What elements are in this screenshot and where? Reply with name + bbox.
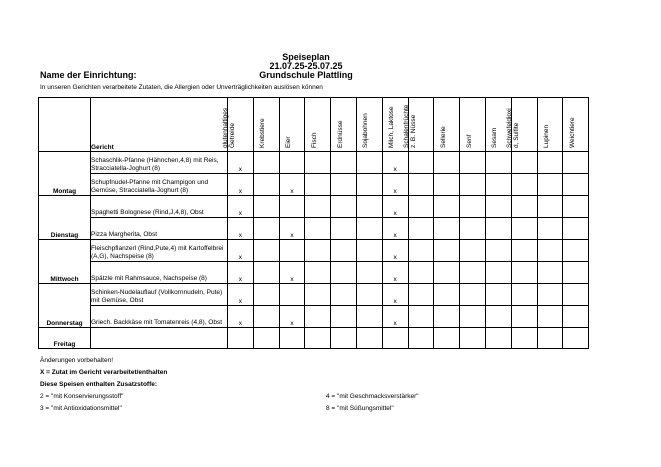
- allergen-cell: [434, 196, 460, 218]
- allergen-label: z. B. Nüsse: [409, 114, 417, 148]
- allergen-cell: [485, 152, 511, 174]
- date-range: 21.07.25-25.07.25: [269, 61, 343, 71]
- day-label: Mittwoch: [39, 240, 91, 284]
- allergen-header: [506, 98, 537, 152]
- allergen-cell: [408, 196, 434, 218]
- allergen-cell: x: [382, 174, 408, 196]
- dish-text: Schupfnudel-Pfanne mit Champigon und Gemüse, Stracciatella-Joghurt (8): [91, 174, 228, 196]
- allergen-cell: [485, 174, 511, 196]
- allergen-cell: [331, 152, 357, 174]
- allergen-cell: x: [382, 240, 408, 262]
- allergen-cell: [460, 218, 486, 240]
- allergen-cell: x: [228, 196, 254, 218]
- allergen-cell: [305, 262, 331, 284]
- allergen-cell: [434, 262, 460, 284]
- allergen-cell: [305, 284, 331, 306]
- allergen-header: [305, 98, 331, 152]
- allergen-cell: [408, 262, 434, 284]
- allergen-cell: [511, 284, 537, 306]
- allergen-cell: x: [382, 306, 408, 328]
- allergen-cell: [279, 240, 305, 262]
- allergen-cell: [537, 196, 563, 218]
- allergen-cell: [279, 196, 305, 218]
- allergen-cell: [537, 284, 563, 306]
- allergen-cell: [434, 152, 460, 174]
- additive-4: 4 = "mit Geschmacksverstärker": [326, 393, 419, 400]
- corner-cell: [39, 98, 91, 152]
- allergen-cell: [511, 306, 537, 328]
- allergen-cell: [408, 218, 434, 240]
- allergen-cell: [511, 218, 537, 240]
- allergen-cell: x: [382, 196, 408, 218]
- dish-text: Schaschlik-Pfanne (Hähnchen,4,8) mit Reis, Stracciatella-Joghurt (8): [91, 152, 228, 174]
- allergen-cell: [460, 306, 486, 328]
- allergen-label: Schalenfrüchte: [402, 104, 410, 148]
- dish-text: [91, 328, 228, 349]
- allergen-cell: [537, 306, 563, 328]
- allergen-cell: [485, 306, 511, 328]
- allergen-cell: [511, 152, 537, 174]
- additive-3: 3 = "mit Antioxidationsmittel": [40, 405, 122, 412]
- allergen-cell: x: [279, 306, 305, 328]
- allergen-label: Krebstiere: [259, 118, 267, 148]
- day-label: Dienstag: [39, 196, 91, 240]
- allergen-cell: [460, 174, 486, 196]
- allergen-cell: [331, 306, 357, 328]
- allergen-cell: [460, 284, 486, 306]
- allergen-label: Getreide: [229, 123, 237, 148]
- allergen-cell: [563, 174, 589, 196]
- allergen-cell: [563, 240, 589, 262]
- table-row: [39, 152, 589, 174]
- allergen-cell: [253, 262, 279, 284]
- day-label: Montag: [39, 152, 91, 196]
- allergen-label: Sesam: [491, 127, 499, 148]
- allergen-cell: [253, 196, 279, 218]
- dish-header: Gericht: [91, 98, 228, 152]
- allergen-cell: [434, 218, 460, 240]
- allergen-cell: [356, 152, 382, 174]
- allergen-cell: [305, 328, 331, 349]
- dish-text: Schinken-Nudelauflauf (Vollkornnudeln, Pute) mit Gemüse, Obst: [91, 284, 228, 306]
- allergen-cell: [305, 240, 331, 262]
- allergen-cell: [356, 174, 382, 196]
- allergen-cell: [563, 306, 589, 328]
- allergen-cell: [511, 240, 537, 262]
- allergen-cell: [563, 262, 589, 284]
- allergen-cell: [331, 196, 357, 218]
- allergen-header: [537, 98, 563, 152]
- allergen-cell: [537, 218, 563, 240]
- allergen-label: Weichtiere: [568, 117, 576, 148]
- allergen-cell: x: [382, 152, 408, 174]
- allergen-cell: x: [279, 174, 305, 196]
- allergen-cell: [460, 262, 486, 284]
- allergen-cell: [434, 240, 460, 262]
- allergen-cell: [434, 328, 460, 349]
- allergen-cell: [485, 328, 511, 349]
- allergen-cell: [356, 284, 382, 306]
- additive-2: 2 = "mit Konservierungsstoff": [40, 393, 124, 400]
- allergen-cell: [356, 328, 382, 349]
- allergen-label: Milch, Laktose: [388, 106, 396, 148]
- allergen-cell: [305, 306, 331, 328]
- menu-title: Speiseplan: [282, 52, 330, 62]
- allergen-label: Sellerie: [439, 126, 447, 148]
- allergen-header: [434, 98, 460, 152]
- allergen-label: Lupinen: [542, 124, 550, 148]
- allergen-note: In unseren Gerichten verarbeitete Zutaten, die Allergien oder Unverträglichkeiten auslösen können: [40, 84, 323, 91]
- allergen-label: Senf: [465, 134, 473, 148]
- allergen-cell: x: [228, 262, 254, 284]
- allergen-label: Eier: [284, 136, 292, 148]
- allergen-cell: [511, 174, 537, 196]
- allergen-cell: [356, 306, 382, 328]
- allergen-header: [563, 98, 589, 152]
- table-row: [39, 262, 589, 284]
- additive-8: 8 = "mit Süßungsmittel": [326, 405, 394, 412]
- allergen-cell: x: [382, 262, 408, 284]
- menu-table: [38, 97, 589, 349]
- allergen-cell: [253, 306, 279, 328]
- table-row: [39, 306, 589, 328]
- allergen-cell: [485, 284, 511, 306]
- allergen-cell: x: [228, 174, 254, 196]
- allergen-cell: [485, 196, 511, 218]
- allergen-cell: [331, 328, 357, 349]
- allergen-cell: [356, 262, 382, 284]
- allergen-cell: x: [228, 306, 254, 328]
- facility-label: Name der Einrichtung:: [40, 70, 137, 80]
- allergen-cell: [408, 152, 434, 174]
- allergen-cell: [331, 262, 357, 284]
- allergen-cell: x: [228, 152, 254, 174]
- allergen-cell: [331, 218, 357, 240]
- allergen-cell: [563, 196, 589, 218]
- allergen-cell: [563, 284, 589, 306]
- allergen-header: [279, 98, 305, 152]
- dish-text: Spaghetti Bolognese (Rind,J,4,8), Obst: [91, 196, 228, 218]
- allergen-cell: [408, 306, 434, 328]
- allergen-cell: [434, 174, 460, 196]
- allergen-label: Erdnüsse: [336, 120, 344, 148]
- allergen-cell: [356, 218, 382, 240]
- allergen-header: [331, 98, 357, 152]
- allergen-cell: [305, 196, 331, 218]
- allergen-header: [402, 98, 434, 152]
- allergen-cell: [485, 240, 511, 262]
- allergen-label: d, Sulfite: [513, 122, 521, 148]
- allergen-cell: [253, 240, 279, 262]
- allergen-cell: [485, 262, 511, 284]
- allergen-cell: [305, 174, 331, 196]
- allergen-cell: [279, 152, 305, 174]
- allergen-cell: [563, 328, 589, 349]
- allergen-cell: [408, 328, 434, 349]
- allergen-label: Schwefeldioxi: [506, 108, 514, 148]
- allergen-cell: [305, 218, 331, 240]
- allergen-header: [356, 98, 382, 152]
- table-row: [39, 218, 589, 240]
- allergen-cell: x: [228, 284, 254, 306]
- allergen-cell: [253, 218, 279, 240]
- allergen-cell: [537, 262, 563, 284]
- allergen-cell: [253, 174, 279, 196]
- allergen-cell: [460, 196, 486, 218]
- allergen-cell: [331, 284, 357, 306]
- allergen-cell: [537, 328, 563, 349]
- allergen-cell: [279, 328, 305, 349]
- allergen-cell: [563, 218, 589, 240]
- allergen-cell: [382, 328, 408, 349]
- allergen-cell: x: [279, 218, 305, 240]
- allergen-header: [460, 98, 486, 152]
- allergen-header: [253, 98, 279, 152]
- allergen-label: glutenhaltiges: [222, 107, 230, 148]
- mark-legend: X = Zutat im Gericht verarbeitet/enthalten: [40, 369, 168, 376]
- dish-text: Pizza Margherita, Obst: [91, 218, 228, 240]
- dish-text: Fleischpflanzerl (Rind,Pute,4) mit Kartoffelbrei (A,G), Nachspeise (8): [91, 240, 228, 262]
- allergen-cell: [537, 152, 563, 174]
- table-row: [39, 328, 589, 349]
- allergen-cell: [537, 240, 563, 262]
- allergen-cell: [563, 152, 589, 174]
- allergen-label: Sojabohnen: [362, 113, 370, 148]
- allergen-cell: [460, 240, 486, 262]
- allergen-cell: [305, 152, 331, 174]
- additives-title: Diese Speisen enthalten Zusatzstoffe:: [40, 381, 158, 388]
- allergen-cell: [253, 328, 279, 349]
- dish-text: Spätzle mit Rahmsauce, Nachspeise (8): [91, 262, 228, 284]
- changes-note: Änderungen vorbehalten!: [40, 357, 114, 364]
- allergen-cell: [460, 328, 486, 349]
- allergen-cell: [485, 218, 511, 240]
- dish-text: Griech. Backkäse mit Tomatenreis (4,8), Obst: [91, 306, 228, 328]
- allergen-cell: [228, 328, 254, 349]
- allergen-cell: [537, 174, 563, 196]
- allergen-cell: [356, 196, 382, 218]
- allergen-cell: [253, 284, 279, 306]
- allergen-cell: x: [228, 218, 254, 240]
- allergen-cell: x: [382, 284, 408, 306]
- allergen-cell: [408, 284, 434, 306]
- allergen-cell: [279, 284, 305, 306]
- allergen-cell: [511, 196, 537, 218]
- allergen-cell: [434, 306, 460, 328]
- allergen-cell: [356, 240, 382, 262]
- allergen-cell: [408, 240, 434, 262]
- allergen-cell: [331, 240, 357, 262]
- allergen-cell: [511, 328, 537, 349]
- table-row: [39, 240, 589, 262]
- table-row: [39, 174, 589, 196]
- allergen-cell: x: [228, 240, 254, 262]
- table-row: [39, 196, 589, 218]
- allergen-cell: x: [279, 262, 305, 284]
- allergen-cell: [460, 152, 486, 174]
- allergen-cell: [434, 284, 460, 306]
- allergen-cell: [408, 174, 434, 196]
- school-name: Grundschule Plattling: [259, 70, 353, 80]
- day-label: Donnerstag: [39, 284, 91, 328]
- allergen-cell: x: [382, 218, 408, 240]
- day-label: Freitag: [39, 328, 91, 349]
- allergen-label: Fisch: [310, 132, 318, 148]
- allergen-cell: [511, 262, 537, 284]
- allergen-cell: [331, 174, 357, 196]
- table-row: [39, 284, 589, 306]
- allergen-cell: [253, 152, 279, 174]
- allergen-header: [222, 98, 254, 152]
